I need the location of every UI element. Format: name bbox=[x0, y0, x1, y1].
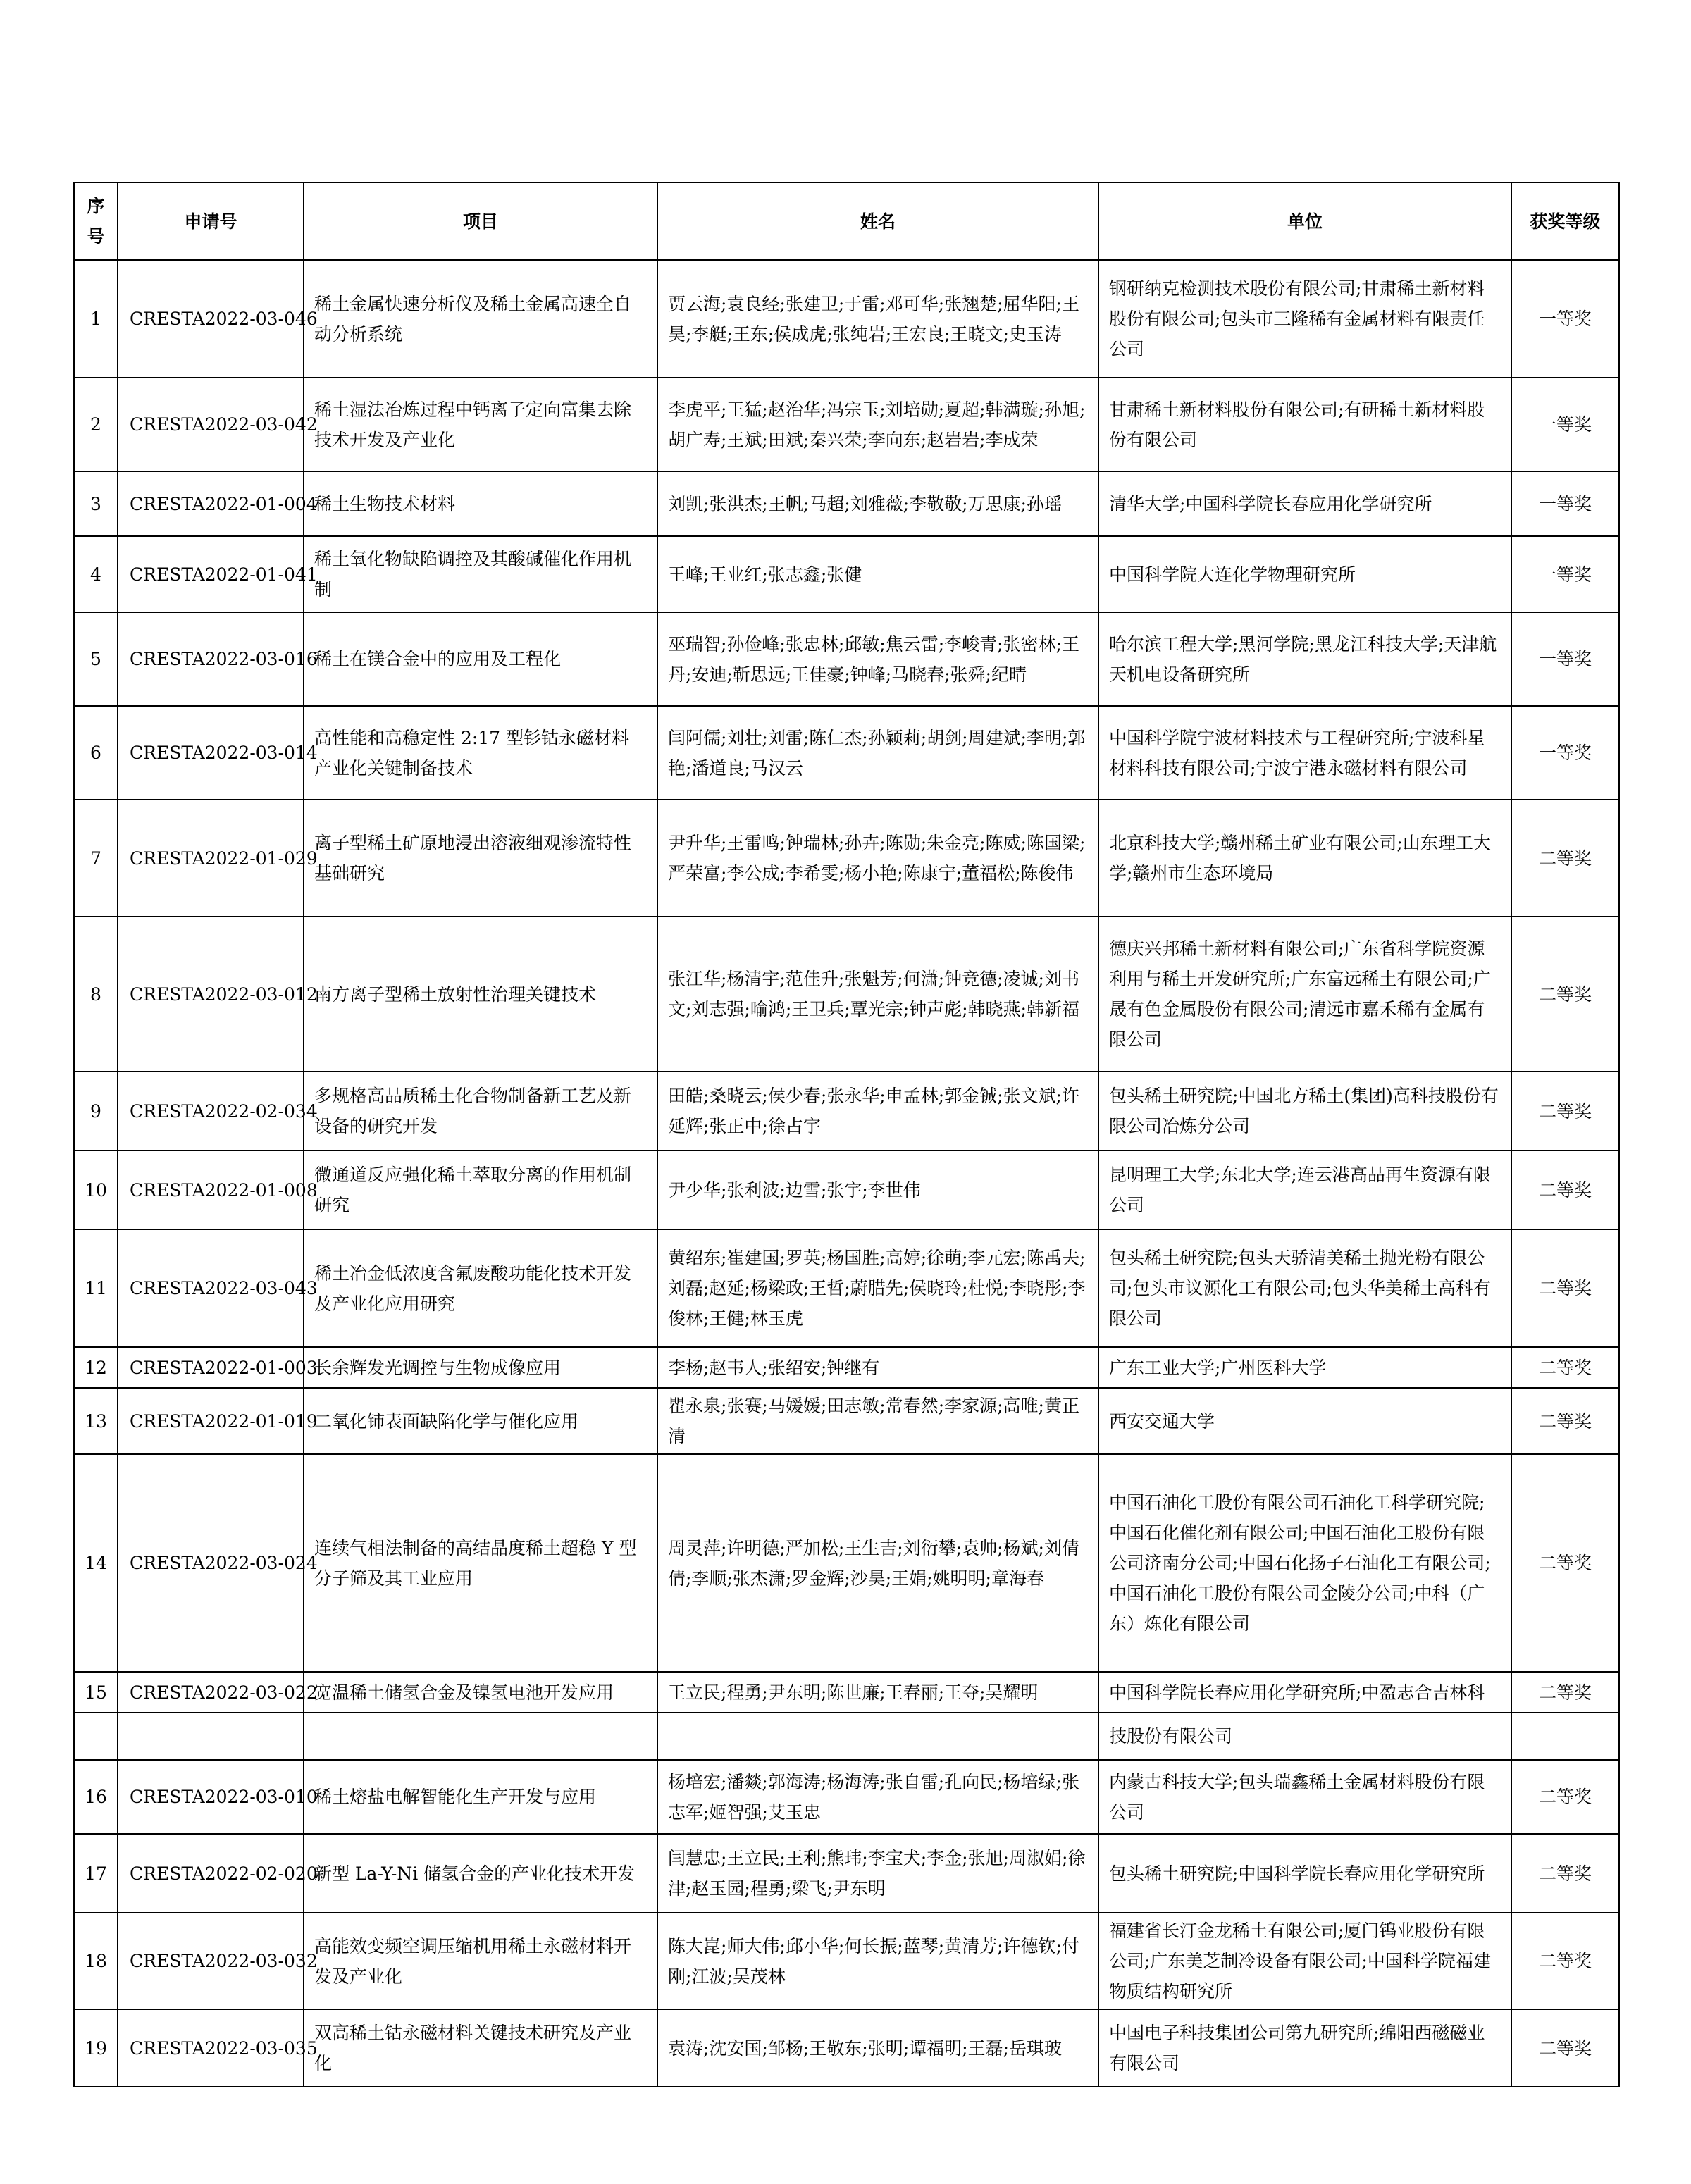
cell-project: 稀土氧化物缺陷调控及其酸碱催化作用机制 bbox=[304, 536, 657, 612]
cell-names: 闫慧忠;王立民;王利;熊玮;李宝犬;李金;张旭;周淑娟;徐津;赵玉园;程勇;梁飞;尹东明 bbox=[657, 1834, 1098, 1913]
table-row bbox=[74, 1834, 1619, 1913]
cell-seq: 10 bbox=[74, 1150, 118, 1229]
cell-unit: 福建省长汀金龙稀土有限公司;厦门钨业股份有限公司;广东美芝制冷设备有限公司;中国科学院福建物质结构研究所 bbox=[1098, 1913, 1511, 2009]
table-row bbox=[74, 1454, 1619, 1672]
header-project: 项目 bbox=[304, 182, 657, 260]
cell-application-no: CRESTA2022-03-035 bbox=[118, 2009, 304, 2087]
cell-unit: 清华大学;中国科学院长春应用化学研究所 bbox=[1098, 471, 1511, 536]
cell-project: 宽温稀土储氢合金及镍氢电池开发应用 bbox=[304, 1672, 657, 1713]
cell-project: 新型 La-Y-Ni 储氢合金的产业化技术开发 bbox=[304, 1834, 657, 1913]
cell-seq bbox=[74, 1713, 118, 1760]
cell-names: 贾云海;袁良经;张建卫;于雷;邓可华;张翘楚;屈华阳;王昊;李艇;王东;侯成虎;张纯岩;王宏良;王晓文;史玉涛 bbox=[657, 260, 1098, 378]
cell-names: 陈大崑;师大伟;邱小华;何长振;蓝琴;黄清芳;许德钦;付刚;江波;吴茂林 bbox=[657, 1913, 1098, 2009]
cell-names: 田皓;桑晓云;侯少春;张永华;申孟林;郭金铖;张文斌;许延辉;张正中;徐占宇 bbox=[657, 1072, 1098, 1150]
cell-application-no: CRESTA2022-03-014 bbox=[118, 706, 304, 800]
cell-award: 二等奖 bbox=[1511, 800, 1619, 917]
cell-award: 一等奖 bbox=[1511, 706, 1619, 800]
cell-award: 二等奖 bbox=[1511, 1672, 1619, 1713]
cell-seq: 5 bbox=[74, 612, 118, 706]
header-award: 获奖等级 bbox=[1511, 182, 1619, 260]
cell-award: 二等奖 bbox=[1511, 1347, 1619, 1388]
cell-award: 二等奖 bbox=[1511, 917, 1619, 1072]
table-row bbox=[74, 800, 1619, 917]
table-row bbox=[74, 536, 1619, 612]
cell-project: 稀土冶金低浓度含氟废酸功能化技术开发及产业化应用研究 bbox=[304, 1229, 657, 1347]
cell-award: 二等奖 bbox=[1511, 1913, 1619, 2009]
cell-award: 二等奖 bbox=[1511, 1454, 1619, 1672]
cell-unit: 钢研纳克检测技术股份有限公司;甘肃稀土新材料股份有限公司;包头市三隆稀有金属材料有限责任公司 bbox=[1098, 260, 1511, 378]
cell-application-no: CRESTA2022-03-022 bbox=[118, 1672, 304, 1713]
header-names: 姓名 bbox=[657, 182, 1098, 260]
cell-names: 王峰;王业红;张志鑫;张健 bbox=[657, 536, 1098, 612]
cell-names: 杨培宏;潘燚;郭海涛;杨海涛;张自雷;孔向民;杨培绿;张志军;姬智强;艾玉忠 bbox=[657, 1760, 1098, 1834]
cell-award: 二等奖 bbox=[1511, 1388, 1619, 1454]
table-row bbox=[74, 1713, 1619, 1760]
cell-unit: 技股份有限公司 bbox=[1098, 1713, 1511, 1760]
cell-application-no: CRESTA2022-03-046 bbox=[118, 260, 304, 378]
cell-names: 瞿永泉;张赛;马媛媛;田志敏;常春然;李家源;高唯;黄正清 bbox=[657, 1388, 1098, 1454]
cell-seq: 17 bbox=[74, 1834, 118, 1913]
cell-project: 长余辉发光调控与生物成像应用 bbox=[304, 1347, 657, 1388]
cell-project: 稀土在镁合金中的应用及工程化 bbox=[304, 612, 657, 706]
cell-names: 王立民;程勇;尹东明;陈世廉;王春丽;王夺;吴耀明 bbox=[657, 1672, 1098, 1713]
cell-project: 多规格高品质稀土化合物制备新工艺及新设备的研究开发 bbox=[304, 1072, 657, 1150]
cell-application-no: CRESTA2022-01-019 bbox=[118, 1388, 304, 1454]
cell-application-no: CRESTA2022-03-043 bbox=[118, 1229, 304, 1347]
cell-names: 刘凯;张洪杰;王帆;马超;刘雅薇;李敬敬;万思康;孙瑶 bbox=[657, 471, 1098, 536]
table-row bbox=[74, 612, 1619, 706]
cell-seq: 16 bbox=[74, 1760, 118, 1834]
cell-unit: 昆明理工大学;东北大学;连云港高品再生资源有限公司 bbox=[1098, 1150, 1511, 1229]
table-row bbox=[74, 2009, 1619, 2087]
cell-names: 周灵萍;许明德;严加松;王生吉;刘衍攀;袁帅;杨斌;刘倩倩;李顺;张杰潇;罗金辉;沙昊;王娟;姚明明;章海春 bbox=[657, 1454, 1098, 1672]
cell-application-no: CRESTA2022-01-029 bbox=[118, 800, 304, 917]
header-application-no: 申请号 bbox=[118, 182, 304, 260]
cell-application-no: CRESTA2022-01-004 bbox=[118, 471, 304, 536]
cell-seq: 14 bbox=[74, 1454, 118, 1672]
cell-names: 尹少华;张利波;边雪;张宇;李世伟 bbox=[657, 1150, 1098, 1229]
cell-award: 二等奖 bbox=[1511, 1229, 1619, 1347]
cell-seq: 1 bbox=[74, 260, 118, 378]
cell-project: 稀土金属快速分析仪及稀土金属高速全自动分析系统 bbox=[304, 260, 657, 378]
cell-project: 高能效变频空调压缩机用稀土永磁材料开发及产业化 bbox=[304, 1913, 657, 2009]
cell-seq: 9 bbox=[74, 1072, 118, 1150]
cell-project: 稀土湿法冶炼过程中钙离子定向富集去除技术开发及产业化 bbox=[304, 378, 657, 471]
cell-project: 稀土生物技术材料 bbox=[304, 471, 657, 536]
cell-seq: 3 bbox=[74, 471, 118, 536]
cell-award: 一等奖 bbox=[1511, 471, 1619, 536]
cell-project: 高性能和高稳定性 2:17 型钐钴永磁材料产业化关键制备技术 bbox=[304, 706, 657, 800]
cell-unit: 中国科学院长春应用化学研究所;中盈志合吉林科 bbox=[1098, 1672, 1511, 1713]
cell-seq: 8 bbox=[74, 917, 118, 1072]
cell-unit: 北京科技大学;赣州稀土矿业有限公司;山东理工大学;赣州市生态环境局 bbox=[1098, 800, 1511, 917]
table-row bbox=[74, 1229, 1619, 1347]
cell-award: 一等奖 bbox=[1511, 260, 1619, 378]
header-row bbox=[74, 182, 1619, 260]
cell-project bbox=[304, 1713, 657, 1760]
cell-project: 南方离子型稀土放射性治理关键技术 bbox=[304, 917, 657, 1072]
cell-seq: 12 bbox=[74, 1347, 118, 1388]
cell-seq: 2 bbox=[74, 378, 118, 471]
cell-seq: 15 bbox=[74, 1672, 118, 1713]
cell-names: 黄绍东;崔建国;罗英;杨国胜;高婷;徐萌;李元宏;陈禹夫;刘磊;赵延;杨梁政;王哲;蔚腊先;侯晓玲;杜悦;李晓彤;李俊林;王健;林玉虎 bbox=[657, 1229, 1098, 1347]
cell-names bbox=[657, 1713, 1098, 1760]
cell-seq: 18 bbox=[74, 1913, 118, 2009]
table-row bbox=[74, 917, 1619, 1072]
cell-application-no: CRESTA2022-03-042 bbox=[118, 378, 304, 471]
cell-project: 二氧化铈表面缺陷化学与催化应用 bbox=[304, 1388, 657, 1454]
cell-unit: 包头稀土研究院;中国北方稀土(集团)高科技股份有限公司冶炼分公司 bbox=[1098, 1072, 1511, 1150]
cell-award: 二等奖 bbox=[1511, 1834, 1619, 1913]
cell-project: 双高稀土钴永磁材料关键技术研究及产业化 bbox=[304, 2009, 657, 2087]
table-body bbox=[74, 260, 1619, 2087]
table-row bbox=[74, 1072, 1619, 1150]
cell-unit: 中国科学院大连化学物理研究所 bbox=[1098, 536, 1511, 612]
cell-award: 二等奖 bbox=[1511, 1072, 1619, 1150]
cell-unit: 内蒙古科技大学;包头瑞鑫稀土金属材料股份有限公司 bbox=[1098, 1760, 1511, 1834]
table-row bbox=[74, 706, 1619, 800]
cell-application-no: CRESTA2022-02-020 bbox=[118, 1834, 304, 1913]
cell-unit: 广东工业大学;广州医科大学 bbox=[1098, 1347, 1511, 1388]
cell-application-no: CRESTA2022-03-010 bbox=[118, 1760, 304, 1834]
cell-application-no: CRESTA2022-02-034 bbox=[118, 1072, 304, 1150]
cell-project: 离子型稀土矿原地浸出溶液细观渗流特性基础研究 bbox=[304, 800, 657, 917]
cell-unit: 德庆兴邦稀土新材料有限公司;广东省科学院资源利用与稀土开发研究所;广东富远稀土有限公司;广晟有色金属股份有限公司;清远市嘉禾稀有金属有限公司 bbox=[1098, 917, 1511, 1072]
cell-application-no: CRESTA2022-03-016 bbox=[118, 612, 304, 706]
header-seq: 序号 bbox=[74, 182, 118, 260]
cell-project: 连续气相法制备的高结晶度稀土超稳 Y 型分子筛及其工业应用 bbox=[304, 1454, 657, 1672]
cell-unit: 甘肃稀土新材料股份有限公司;有研稀土新材料股份有限公司 bbox=[1098, 378, 1511, 471]
cell-unit: 哈尔滨工程大学;黑河学院;黑龙江科技大学;天津航天机电设备研究所 bbox=[1098, 612, 1511, 706]
cell-unit: 包头稀土研究院;中国科学院长春应用化学研究所 bbox=[1098, 1834, 1511, 1913]
cell-names: 李虎平;王猛;赵治华;冯宗玉;刘培勋;夏超;韩满璇;孙旭;胡广寿;王斌;田斌;秦兴荣;李向东;赵岩岩;李成荣 bbox=[657, 378, 1098, 471]
cell-names: 闫阿儒;刘壮;刘雷;陈仁杰;孙颖莉;胡剑;周建斌;李明;郭艳;潘道良;马汉云 bbox=[657, 706, 1098, 800]
table-row bbox=[74, 1347, 1619, 1388]
cell-application-no: CRESTA2022-03-024 bbox=[118, 1454, 304, 1672]
cell-award: 一等奖 bbox=[1511, 378, 1619, 471]
cell-project: 微通道反应强化稀土萃取分离的作用机制研究 bbox=[304, 1150, 657, 1229]
table-row bbox=[74, 1150, 1619, 1229]
cell-project: 稀土熔盐电解智能化生产开发与应用 bbox=[304, 1760, 657, 1834]
cell-award: 一等奖 bbox=[1511, 536, 1619, 612]
cell-application-no: CRESTA2022-01-008 bbox=[118, 1150, 304, 1229]
cell-seq: 19 bbox=[74, 2009, 118, 2087]
cell-unit: 中国电子科技集团公司第九研究所;绵阳西磁磁业有限公司 bbox=[1098, 2009, 1511, 2087]
cell-seq: 6 bbox=[74, 706, 118, 800]
cell-seq: 7 bbox=[74, 800, 118, 917]
cell-names: 袁涛;沈安国;邹杨;王敬东;张明;谭福明;王磊;岳琪玻 bbox=[657, 2009, 1098, 2087]
table-row bbox=[74, 260, 1619, 378]
cell-application-no: CRESTA2022-03-032 bbox=[118, 1913, 304, 2009]
cell-award: 一等奖 bbox=[1511, 612, 1619, 706]
cell-seq: 4 bbox=[74, 536, 118, 612]
cell-unit: 中国石油化工股份有限公司石油化工科学研究院;中国石化催化剂有限公司;中国石油化工股份有限公司济南分公司;中国石化扬子石油化工有限公司;中国石油化工股份有限公司金陵分公司;中科（广东）炼化有限公司 bbox=[1098, 1454, 1511, 1672]
cell-application-no: CRESTA2022-03-012 bbox=[118, 917, 304, 1072]
cell-names: 尹升华;王雷鸣;钟瑞林;孙卉;陈勋;朱金亮;陈威;陈国梁;严荣富;李公成;李希雯;杨小艳;陈康宁;董福松;陈俊伟 bbox=[657, 800, 1098, 917]
table-row bbox=[74, 1913, 1619, 2009]
award-table bbox=[73, 182, 1620, 2087]
cell-seq: 13 bbox=[74, 1388, 118, 1454]
cell-unit: 包头稀土研究院;包头天骄清美稀土抛光粉有限公司;包头市议源化工有限公司;包头华美稀土高科有限公司 bbox=[1098, 1229, 1511, 1347]
table-row bbox=[74, 1672, 1619, 1713]
cell-award: 二等奖 bbox=[1511, 1150, 1619, 1229]
cell-application-no: CRESTA2022-01-003 bbox=[118, 1347, 304, 1388]
cell-names: 李杨;赵韦人;张绍安;钟继有 bbox=[657, 1347, 1098, 1388]
header-unit: 单位 bbox=[1098, 182, 1511, 260]
cell-unit: 西安交通大学 bbox=[1098, 1388, 1511, 1454]
cell-application-no bbox=[118, 1713, 304, 1760]
table-row bbox=[74, 471, 1619, 536]
cell-award: 二等奖 bbox=[1511, 2009, 1619, 2087]
cell-application-no: CRESTA2022-01-041 bbox=[118, 536, 304, 612]
cell-seq: 11 bbox=[74, 1229, 118, 1347]
table-row bbox=[74, 1388, 1619, 1454]
table-row bbox=[74, 1760, 1619, 1834]
table-row bbox=[74, 378, 1619, 471]
cell-award bbox=[1511, 1713, 1619, 1760]
cell-names: 张江华;杨清宇;范佳升;张魁芳;何潇;钟竞德;凌诚;刘书文;刘志强;喻鸿;王卫兵;覃光宗;钟声彪;韩晓燕;韩新福 bbox=[657, 917, 1098, 1072]
cell-award: 二等奖 bbox=[1511, 1760, 1619, 1834]
cell-unit: 中国科学院宁波材料技术与工程研究所;宁波科星材料科技有限公司;宁波宁港永磁材料有限公司 bbox=[1098, 706, 1511, 800]
cell-names: 巫瑞智;孙俭峰;张忠林;邱敏;焦云雷;李峻青;张密林;王丹;安迪;靳思远;王佳豪;钟峰;马晓春;张舜;纪晴 bbox=[657, 612, 1098, 706]
